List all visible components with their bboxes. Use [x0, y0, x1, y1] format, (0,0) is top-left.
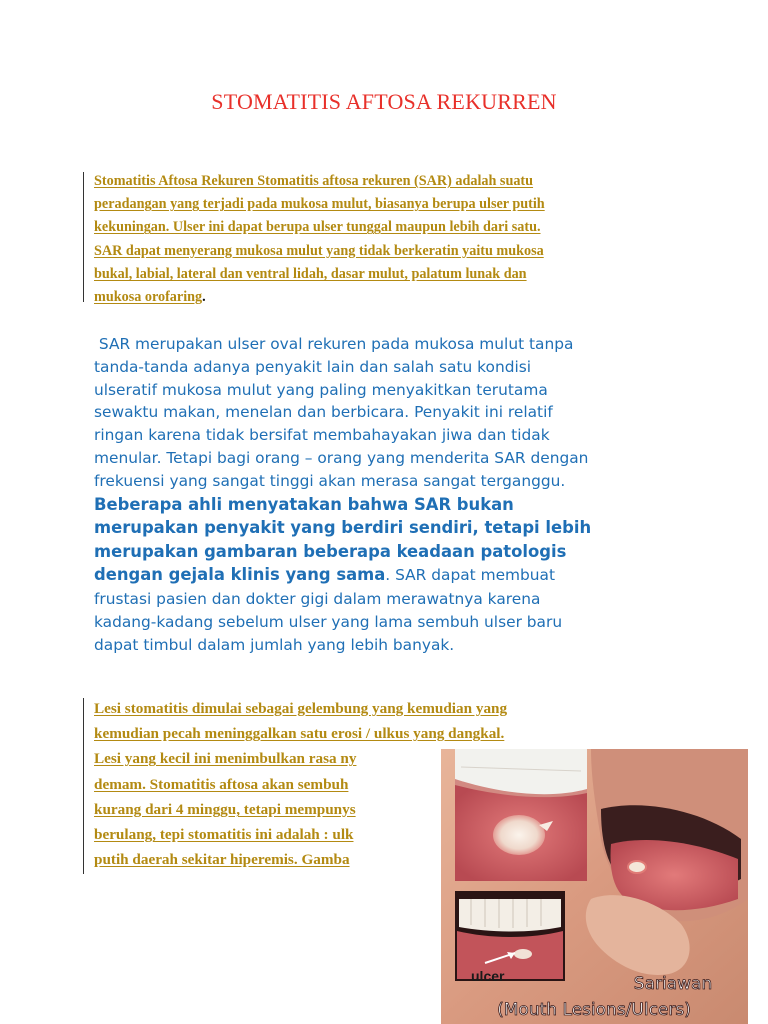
paragraph-2-line: frustasi pasien dan dokter gigi dalam merawatnya karena [94, 589, 541, 608]
paragraph-2-bold-line: Beberapa ahli menyatakan bahwa SAR bukan [94, 494, 514, 514]
paragraph-1-line: bukal, labial, lateral dan ventral lidah, dasar mulut, palatum lunak dan [94, 265, 527, 282]
paragraph-2-line: ringan karena tidak bersifat membahayakan jiwa dan tidak [94, 426, 550, 445]
paragraph-2-mixed-line [94, 563, 694, 588]
caption-title: Sariawan [633, 974, 713, 994]
large-ulcer [493, 815, 545, 855]
paragraph-1-line: Stomatitis Aftosa Rekuren Stomatitis aftosa rekuren (SAR) adalah suatu [94, 173, 534, 189]
paragraph-1-margin-bar [83, 172, 84, 302]
paragraph-2-bold-line: merupakan penyakit yang berdiri sendiri, tetapi lebih [94, 518, 592, 538]
paragraph-3-line: Lesi yang kecil ini menimbulkan rasa ny [94, 750, 357, 768]
paragraph-1-line: mukosa orofaring [94, 289, 203, 306]
paragraph-2-bold-line: merupakan gambaran beberapa keadaan patologis [94, 541, 567, 561]
small-ulcer [628, 861, 646, 873]
paragraph-1-line: peradangan yang terjadi pada mukosa mulut, biasanya berupa ulser putih [94, 196, 545, 213]
paragraph-1-line: kekuningan. Ulser ini dapat berupa ulser tunggal maupun lebih dari satu. [94, 219, 541, 236]
paragraph-1-period: . [202, 289, 206, 306]
ulcer-label: ulcer [471, 968, 505, 984]
paragraph-2-line: SAR merupakan ulser oval rekuren pada mukosa mulut tanpa [94, 335, 574, 353]
paragraph-2-phrase: . SAR dapat membuat [385, 566, 556, 585]
paragraph-3-line: putih daerah sekitar hiperemis. Gamba [94, 851, 350, 869]
paragraph-3-line: berulang, tepi stomatitis ini adalah : ulk [94, 826, 354, 844]
paragraph-2-line: tanda-tanda adanya penyakit lain dan salah satu kondisi [94, 357, 532, 376]
inset-bottom-teeth [459, 899, 561, 932]
mouth-ulcer-photo [441, 749, 748, 1024]
paragraph-2-bold-phrase: dengan gejala klinis yang sama [94, 565, 386, 585]
mouth-ulcer-illustration [441, 749, 748, 1024]
caption-subtitle: (Mouth Lesions/Ulcers) [497, 1000, 691, 1020]
paragraph-2-line: ulseratif mukosa mulut yang paling menyakitkan terutama [94, 380, 548, 399]
paragraph-3-margin-bar [83, 698, 84, 874]
paragraph-1-last-line [94, 286, 545, 309]
paragraph-3-line: Lesi stomatitis dimulai sebagai gelembung yang kemudian yang [94, 700, 508, 717]
paragraph-3-line: kurang dari 4 minggu, tetapi mempunys [94, 800, 356, 818]
paragraph-2-line: menular. Tetapi bagi orang – orang yang menderita SAR dengan [94, 448, 589, 467]
paragraph-2-line: kadang-kadang sebelum ulser yang lama sembuh ulser baru [94, 612, 563, 631]
bottom-ulcer [514, 949, 532, 959]
paragraph-3-line: kemudian pecah meninggalkan satu erosi / ulkus yang dangkal. [94, 725, 505, 743]
paragraph-2 [94, 333, 694, 656]
paragraph-2-line: sewaktu makan, menelan dan berbicara. Penyakit ini relatif [94, 403, 553, 422]
paragraph-2-line: dapat timbul dalam jumlah yang lebih banyak. [94, 635, 455, 654]
paragraph-3-line: demam. Stomatitis aftosa akan sembuh [94, 775, 349, 793]
paragraph-1-line: SAR dapat menyerang mukosa mulut yang tidak berkeratin yaitu mukosa [94, 242, 544, 259]
paragraph-2-line: frekuensi yang sangat tinggi akan merasa sangat terganggu. [94, 471, 566, 490]
document-title: STOMATITIS AFTOSA REKURREN [211, 89, 557, 114]
paragraph-1 [94, 170, 545, 309]
